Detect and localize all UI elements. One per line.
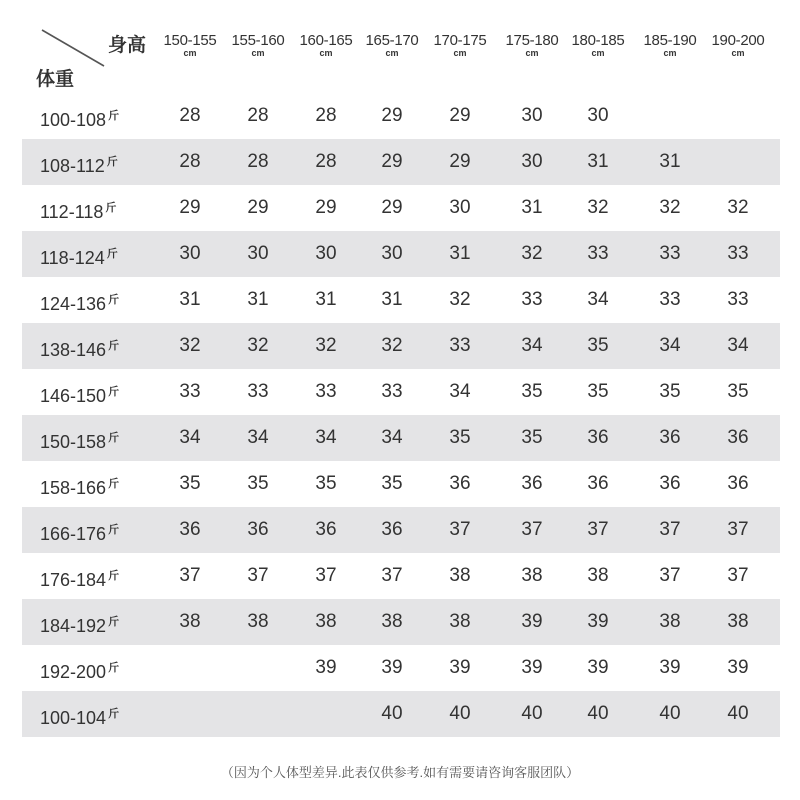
- size-cell: 34: [247, 427, 269, 448]
- size-cell: 37: [727, 565, 749, 586]
- size-cell: 31: [587, 151, 609, 172]
- column-header: [703, 33, 773, 58]
- table-row: [22, 553, 780, 599]
- size-cell: [160, 691, 220, 737]
- weight-range-label: [40, 691, 119, 737]
- height-axis-label: 身高: [108, 35, 147, 56]
- size-cell: 40: [727, 703, 749, 724]
- height-unit: cm: [183, 48, 197, 58]
- size-cell: 36: [587, 427, 609, 448]
- size-cell: 33: [179, 381, 201, 402]
- size-cell: 33: [315, 381, 337, 402]
- size-cell: 39: [381, 657, 403, 678]
- height-range: 170-175: [433, 32, 487, 49]
- weight-unit: 斤: [106, 248, 118, 260]
- size-cell: 35: [587, 335, 609, 356]
- size-cell: 38: [179, 611, 201, 632]
- size-cell: 34: [449, 381, 471, 402]
- size-cell: 38: [659, 611, 681, 632]
- table-row: [22, 139, 780, 185]
- table-row: [22, 599, 780, 645]
- size-cell: 28: [179, 151, 201, 172]
- size-cell: 37: [247, 565, 269, 586]
- weight-range: 150-158: [40, 432, 107, 452]
- size-cell: 35: [521, 381, 543, 402]
- size-cell: 33: [521, 289, 543, 310]
- weight-range: 184-192: [40, 616, 107, 636]
- column-header: [635, 33, 705, 58]
- table-row: [22, 507, 780, 553]
- weight-range: 146-150: [40, 386, 107, 406]
- weight-range-label: [40, 507, 119, 553]
- size-cell: 33: [247, 381, 269, 402]
- size-cell: 34: [315, 427, 337, 448]
- size-cell: 32: [727, 197, 749, 218]
- weight-unit: 斤: [108, 524, 120, 536]
- weight-unit: 斤: [108, 478, 120, 490]
- size-cell: 35: [659, 381, 681, 402]
- size-cell: 30: [247, 243, 269, 264]
- weight-range: 108-112: [40, 156, 105, 176]
- height-unit: cm: [525, 48, 539, 58]
- size-cell: 29: [449, 151, 471, 172]
- height-unit: cm: [663, 48, 677, 58]
- size-cell: 33: [381, 381, 403, 402]
- size-cell: 31: [659, 151, 681, 172]
- table-row: [22, 277, 780, 323]
- size-cell: 38: [587, 565, 609, 586]
- size-cell: 30: [521, 151, 543, 172]
- height-unit: cm: [385, 48, 399, 58]
- size-cell: 34: [659, 335, 681, 356]
- size-cell: 34: [521, 335, 543, 356]
- table-row: [22, 415, 780, 461]
- size-cell: 29: [247, 197, 269, 218]
- table-row: [22, 323, 780, 369]
- size-cell: 34: [587, 289, 609, 310]
- height-range: 180-185: [571, 32, 625, 49]
- size-cell: 29: [315, 197, 337, 218]
- size-cell: 37: [179, 565, 201, 586]
- size-cell: 32: [315, 335, 337, 356]
- size-cell: 33: [659, 289, 681, 310]
- table-row: [22, 93, 780, 139]
- size-cell: 36: [659, 427, 681, 448]
- size-cell: 40: [449, 703, 471, 724]
- size-cell: 32: [381, 335, 403, 356]
- size-cell: [296, 691, 356, 737]
- size-cell: 32: [659, 197, 681, 218]
- size-cell: 36: [727, 473, 749, 494]
- size-cell: [160, 645, 220, 691]
- size-cell: [640, 93, 700, 139]
- column-header: [357, 33, 427, 58]
- size-cell: 33: [659, 243, 681, 264]
- size-cell: 30: [179, 243, 201, 264]
- size-cell: 29: [179, 197, 201, 218]
- table-row: [22, 461, 780, 507]
- size-cell: 38: [247, 611, 269, 632]
- column-header: [223, 33, 293, 58]
- weight-range: 100-104: [40, 708, 107, 728]
- weight-range: 118-124: [40, 248, 105, 268]
- size-cell: [708, 93, 768, 139]
- size-cell: 38: [521, 565, 543, 586]
- weight-unit: 斤: [108, 616, 120, 628]
- size-cell: 36: [449, 473, 471, 494]
- size-cell: 37: [659, 565, 681, 586]
- size-cell: 34: [179, 427, 201, 448]
- size-cell: 28: [315, 151, 337, 172]
- table-row: [22, 231, 780, 277]
- size-cell: 37: [315, 565, 337, 586]
- size-cell: 30: [587, 105, 609, 126]
- size-cell: 35: [381, 473, 403, 494]
- weight-unit: 斤: [108, 432, 120, 444]
- weight-range: 192-200: [40, 662, 107, 682]
- weight-range: 158-166: [40, 478, 107, 498]
- size-cell: 39: [315, 657, 337, 678]
- size-cell: 38: [381, 611, 403, 632]
- size-cell: 36: [727, 427, 749, 448]
- weight-range: 166-176: [40, 524, 107, 544]
- size-cell: 40: [587, 703, 609, 724]
- height-range: 190-200: [711, 32, 765, 49]
- weight-range-label: [40, 231, 118, 277]
- size-cell: 37: [659, 519, 681, 540]
- weight-range-label: [40, 645, 119, 691]
- size-cell: 29: [381, 197, 403, 218]
- size-cell: 37: [381, 565, 403, 586]
- size-cell: 38: [449, 565, 471, 586]
- weight-range-label: [40, 599, 119, 645]
- height-range: 150-155: [163, 32, 217, 49]
- size-cell: 35: [727, 381, 749, 402]
- weight-range-label: [40, 553, 119, 599]
- size-cell: 38: [315, 611, 337, 632]
- height-range: 185-190: [643, 32, 697, 49]
- weight-range-label: [40, 461, 119, 507]
- column-header: [563, 33, 633, 58]
- size-cell: 34: [727, 335, 749, 356]
- disclaimer-note: （因为个人体型差异.此表仅供参考.如有需要请咨询客服团队）: [220, 765, 580, 780]
- size-cell: 35: [587, 381, 609, 402]
- size-cell: 36: [381, 519, 403, 540]
- size-cell: 28: [247, 151, 269, 172]
- weight-unit: 斤: [108, 570, 120, 582]
- weight-range-label: [40, 415, 119, 461]
- weight-unit: 斤: [108, 340, 120, 352]
- weight-unit: 斤: [108, 662, 120, 674]
- table-row: [22, 369, 780, 415]
- height-range: 175-180: [505, 32, 559, 49]
- size-cell: 31: [247, 289, 269, 310]
- weight-unit: 斤: [105, 202, 117, 214]
- weight-unit: 斤: [108, 708, 120, 720]
- height-range: 165-170: [365, 32, 419, 49]
- size-cell: 39: [587, 657, 609, 678]
- size-cell: 37: [727, 519, 749, 540]
- size-cell: 33: [587, 243, 609, 264]
- weight-range-label: [40, 277, 119, 323]
- column-header: [425, 33, 495, 58]
- weight-unit: 斤: [108, 294, 120, 306]
- weight-range: 138-146: [40, 340, 107, 360]
- size-cell: 33: [449, 335, 471, 356]
- size-cell: 39: [659, 657, 681, 678]
- size-cell: [228, 691, 288, 737]
- size-cell: 39: [587, 611, 609, 632]
- table-row: [22, 645, 780, 691]
- size-cell: 37: [521, 519, 543, 540]
- size-cell: 39: [521, 657, 543, 678]
- size-cell: 35: [315, 473, 337, 494]
- weight-unit: 斤: [108, 110, 120, 122]
- size-cell: 29: [381, 151, 403, 172]
- size-cell: 31: [381, 289, 403, 310]
- size-cell: 30: [521, 105, 543, 126]
- column-header: [291, 33, 361, 58]
- height-unit: cm: [591, 48, 605, 58]
- size-cell: 39: [727, 657, 749, 678]
- size-cell: 33: [727, 243, 749, 264]
- column-header: [155, 33, 225, 58]
- size-cell: 35: [247, 473, 269, 494]
- table-row: [22, 185, 780, 231]
- weight-range: 176-184: [40, 570, 107, 590]
- table-row: [22, 691, 780, 737]
- size-cell: 29: [381, 105, 403, 126]
- size-cell: 35: [521, 427, 543, 448]
- size-table-body: [22, 93, 780, 737]
- size-cell: 40: [521, 703, 543, 724]
- size-cell: 32: [449, 289, 471, 310]
- weight-axis-label: 体重: [36, 69, 75, 90]
- size-cell: 38: [449, 611, 471, 632]
- size-cell: 37: [587, 519, 609, 540]
- weight-range-label: [40, 93, 119, 139]
- size-cell: 39: [449, 657, 471, 678]
- weight-range: 124-136: [40, 294, 107, 314]
- weight-unit: 斤: [106, 156, 118, 168]
- size-cell: 36: [315, 519, 337, 540]
- size-cell: 31: [521, 197, 543, 218]
- weight-range: 100-108: [40, 110, 107, 130]
- height-unit: cm: [731, 48, 745, 58]
- size-cell: 36: [659, 473, 681, 494]
- size-cell: 38: [727, 611, 749, 632]
- size-cell: 36: [247, 519, 269, 540]
- size-cell: 36: [179, 519, 201, 540]
- size-cell: 30: [449, 197, 471, 218]
- size-cell: 31: [315, 289, 337, 310]
- size-cell: 32: [179, 335, 201, 356]
- height-range: 160-165: [299, 32, 353, 49]
- height-unit: cm: [251, 48, 265, 58]
- height-range: 155-160: [231, 32, 285, 49]
- size-cell: 30: [381, 243, 403, 264]
- weight-unit: 斤: [108, 386, 120, 398]
- corner-header-cell: [22, 18, 167, 92]
- size-cell: 39: [521, 611, 543, 632]
- size-cell: 28: [247, 105, 269, 126]
- size-cell: 40: [659, 703, 681, 724]
- size-cell: 31: [179, 289, 201, 310]
- size-cell: 36: [587, 473, 609, 494]
- size-cell: 37: [449, 519, 471, 540]
- weight-range-label: [40, 139, 118, 185]
- weight-range: 112-118: [40, 202, 104, 222]
- height-unit: cm: [453, 48, 467, 58]
- size-cell: 32: [247, 335, 269, 356]
- height-unit: cm: [319, 48, 333, 58]
- size-cell: 30: [315, 243, 337, 264]
- size-cell: 40: [381, 703, 403, 724]
- weight-range-label: [40, 185, 116, 231]
- size-cell: 36: [521, 473, 543, 494]
- size-cell: 28: [315, 105, 337, 126]
- size-cell: 31: [449, 243, 471, 264]
- size-cell: 35: [179, 473, 201, 494]
- size-cell: 35: [449, 427, 471, 448]
- size-cell: 32: [521, 243, 543, 264]
- size-cell: 34: [381, 427, 403, 448]
- weight-range-label: [40, 369, 119, 415]
- size-cell: [228, 645, 288, 691]
- size-cell: 29: [449, 105, 471, 126]
- size-cell: 33: [727, 289, 749, 310]
- size-cell: 32: [587, 197, 609, 218]
- table-header: [0, 0, 800, 92]
- column-header: [497, 33, 567, 58]
- size-cell: [708, 139, 768, 185]
- size-cell: 28: [179, 105, 201, 126]
- weight-range-label: [40, 323, 119, 369]
